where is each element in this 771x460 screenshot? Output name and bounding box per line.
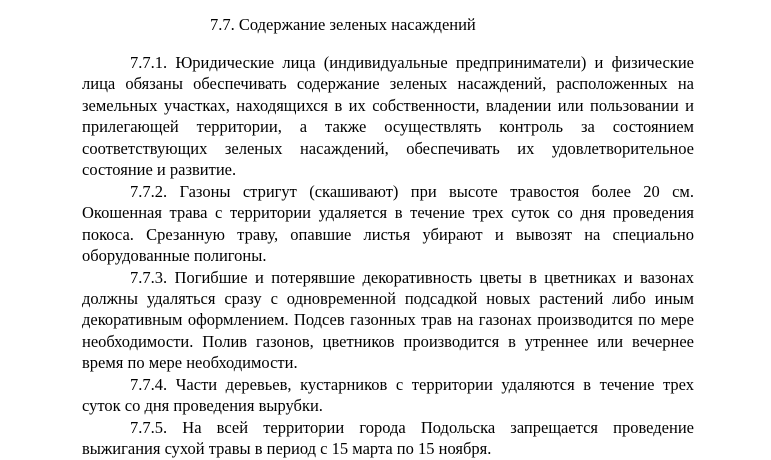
paragraph-7-7-5: 7.7.5. На всей территории города Подольска запрещается проведение выжигания сухой травы в период с 15 марта по 15 ноября. (82, 417, 694, 459)
paragraph-7-7-3: 7.7.3. Погибшие и потерявшие декоративность цветы в цветниках и вазонах должны удаляться сразу с одновременной подсадкой новых растений либо иным декоративным оформлением. Подсев газонных трав на газонах производится по мере необходимости. Полив газонов, цветников производится в утреннее или вечернее время по мере необходимости. (82, 267, 694, 373)
section-body (82, 52, 694, 460)
paragraph-7-7-1: 7.7.1. Юридические лица (индивидуальные предприниматели) и физические лица обязаны обеспечивать содержание зеленых насаждений, расположенных на земельных участках, находящихся в их собственности, владении или пользовании и прилегающей территории, а также осуществлять контроль за состоянием соответствующих зеленых насаждений, обеспечивать их удовлетворительное состояние и развитие. (82, 53, 694, 180)
paragraph-7-7-2: 7.7.2. Газоны стригут (скашивают) при высоте травостоя более 20 см. Окошенная трава с территории удаляется в течение трех суток со дня проведения покоса. Срезанную траву, опавшие листья убирают и вывозят на специально оборудованные полигоны. (82, 181, 694, 266)
paragraph-7-7-4: 7.7.4. Части деревьев, кустарников с территории удаляются в течение трех суток со дня проведения вырубки. (82, 374, 694, 416)
section-heading: 7.7. Содержание зеленых насаждений (210, 15, 476, 34)
